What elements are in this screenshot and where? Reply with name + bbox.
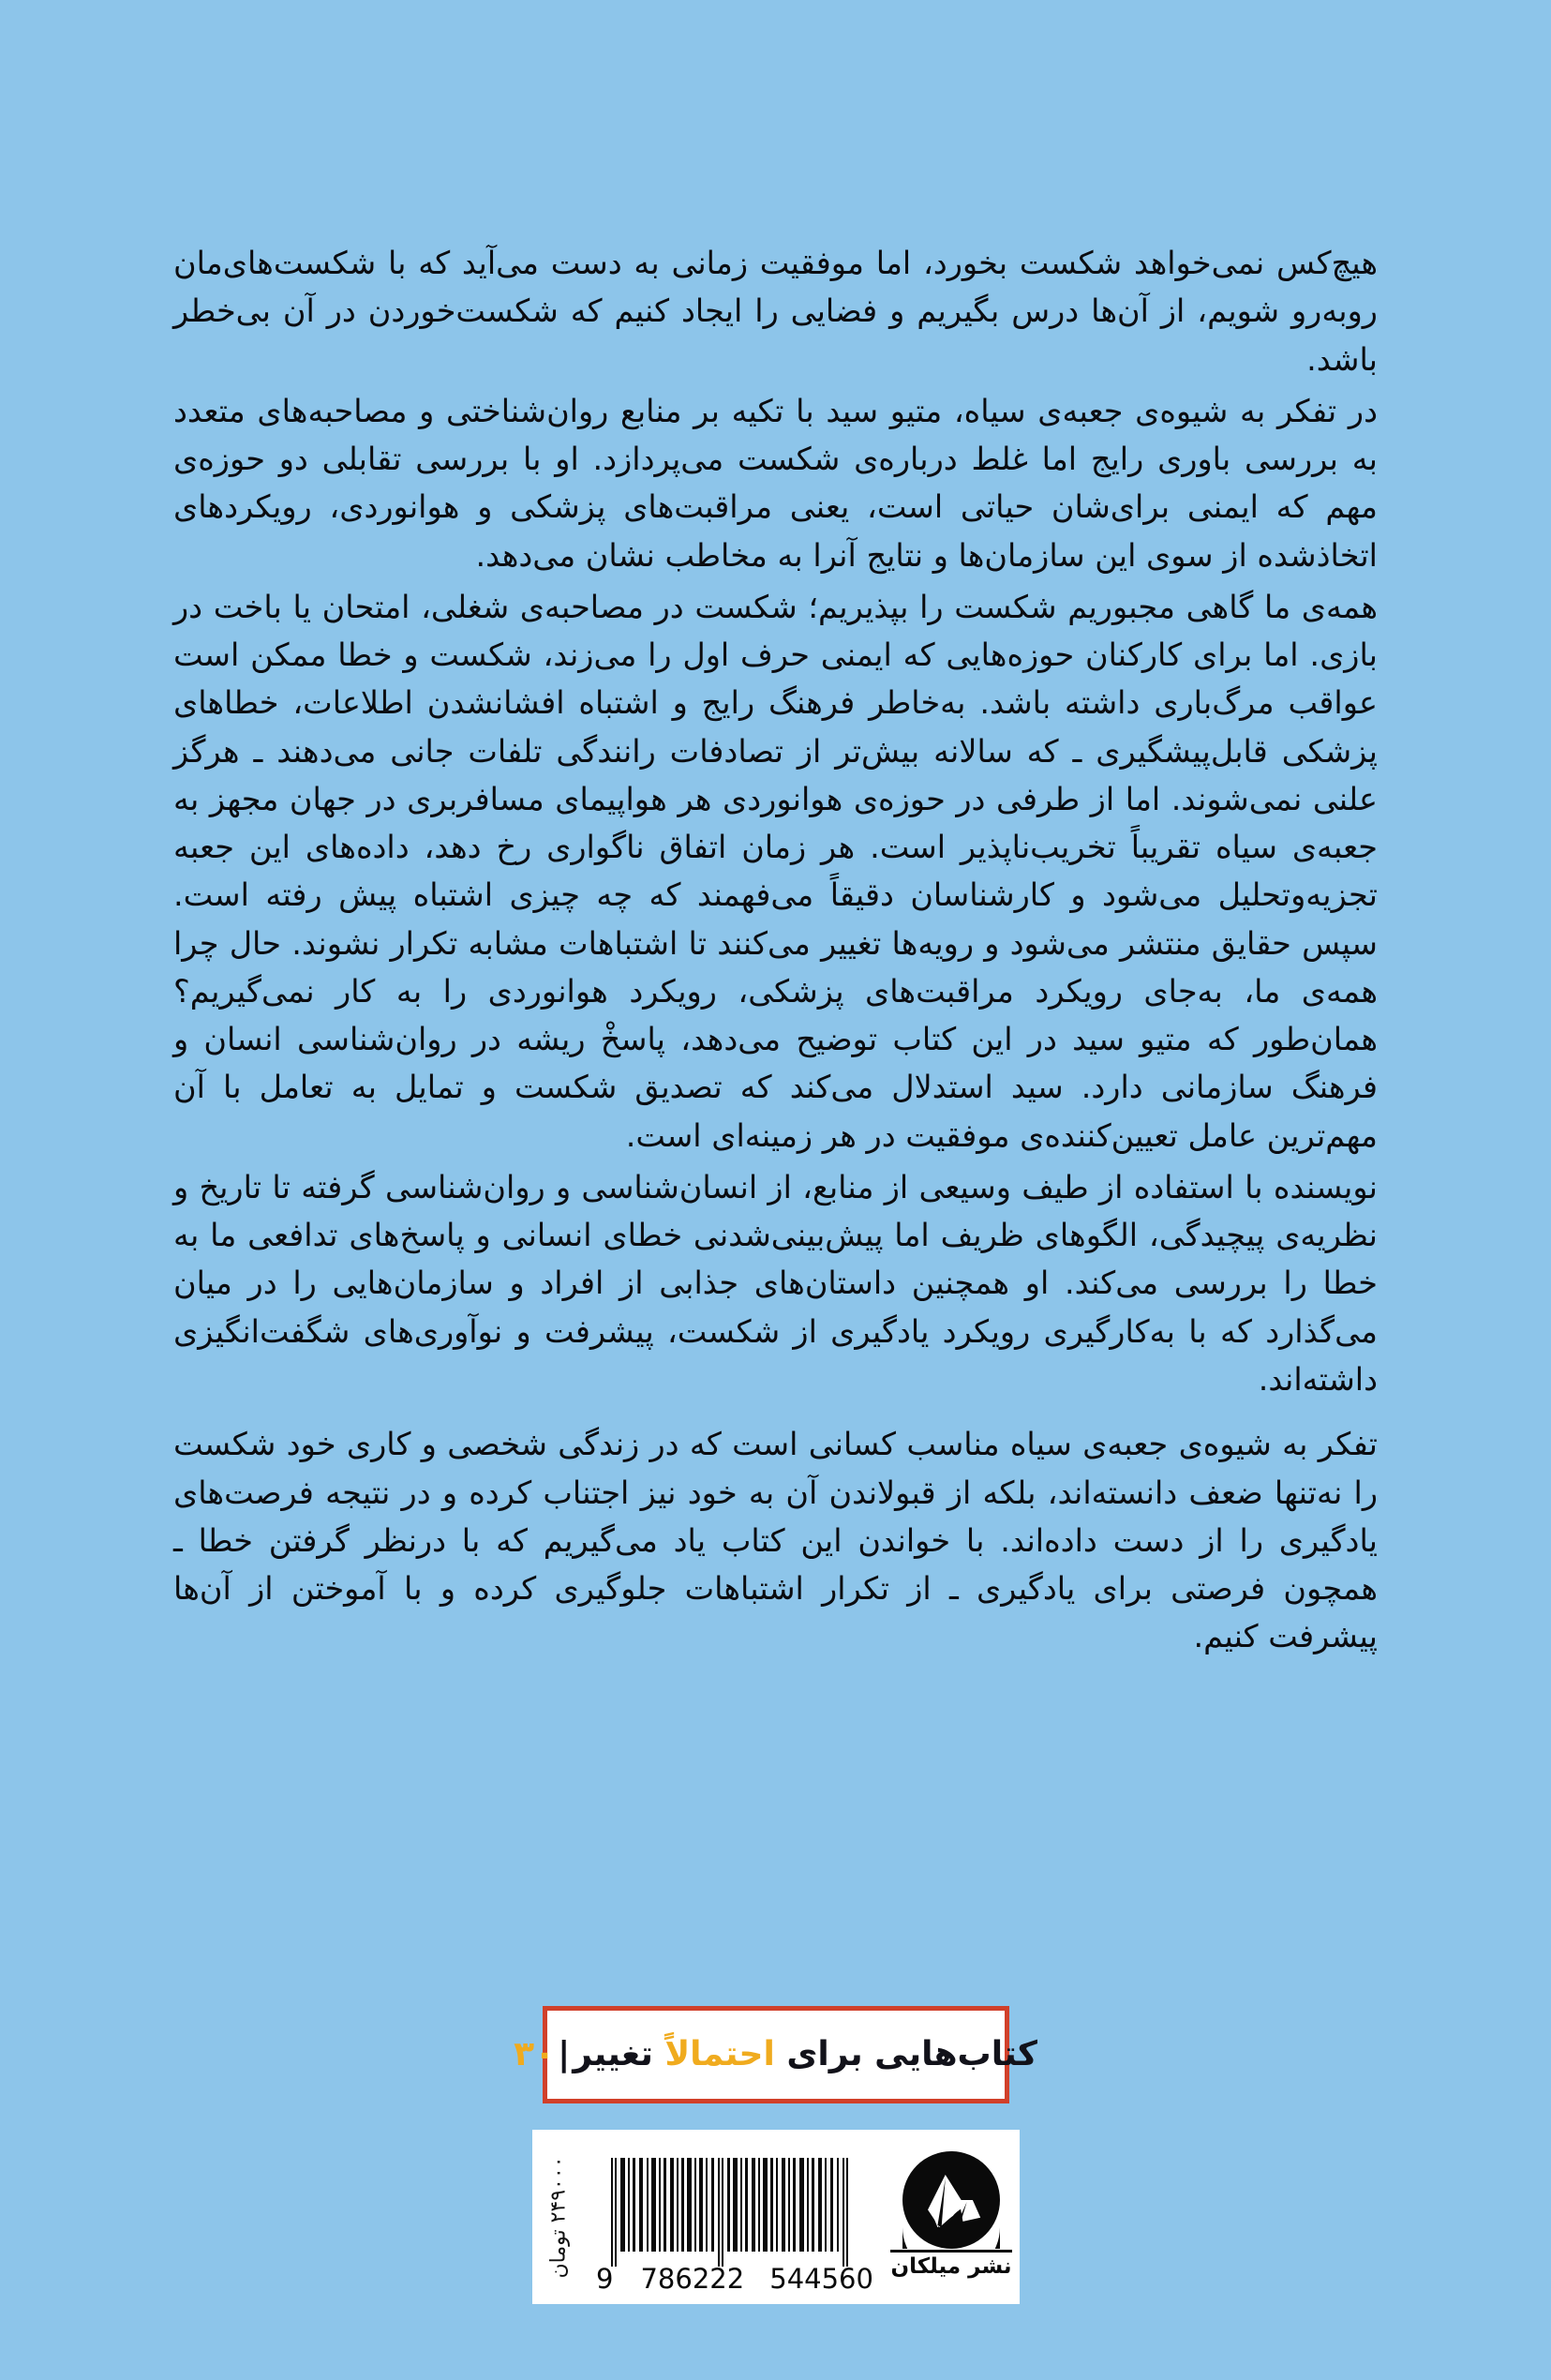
blurb-paragraph-1: هیچ‌کس نمی‌خواهد شکست بخورد، اما موفقیت زمانی به دست می‌آید که با شکست‌های‌مان روبه‌رو شویم، از آن‌ها درس بگیریم و فضایی را ایجاد کنیم که شکست‌خوردن در آن بی‌خطر باشد.: [173, 245, 1378, 378]
publisher-name: نشر میلکان: [890, 2250, 1011, 2279]
series-suffix: تغییر: [573, 2035, 665, 2073]
blurb-paragraph-4: نویسنده با استفاده از طیف وسیعی از منابع، از انسان‌شناسی و روان‌شناسی گرفته تا تاریخ و نظریه‌ی پیچیدگی، الگوهای ظریف اما پیش‌بینی‌شدنی خطای انسانی و پاسخ‌های تدافعی ما به خطا را بررسی می‌کند. او همچنین داستان‌های جذابی از افراد و سازمان‌هایی را در میان می‌گذارد که با به‌کارگیری رویکرد یادگیری از شکست، پیشرفت و نوآوری‌های شگفت‌انگیزی داشته‌اند.: [173, 1168, 1378, 1398]
barcode-group-left: 786222: [640, 2263, 745, 2295]
back-cover-blurb: [173, 239, 1378, 1665]
publisher-mountains-logo-icon: [902, 2151, 1000, 2249]
barcode-strip: [532, 2130, 1020, 2304]
barcode-area: [579, 2135, 891, 2298]
barcode-digits: [596, 2263, 873, 2295]
publisher-block: [890, 2135, 1011, 2298]
price-vertical: [540, 2135, 579, 2298]
series-prefix: کتاب‌هایی برای: [774, 2035, 1037, 2073]
blurb-paragraph-5: تفکر به شیوه‌ی جعبه‌ی سیاه مناسب کسانی است که در زندگی شخصی و کاری خود شکست را نه‌تنها ضعف دانسته‌اند، بلکه از قبولاندن آن به خود نیز اجتناب کرده و در نتیجه فرصت‌های یادگیری را از دست داده‌اند. با خواندن این کتاب یاد می‌گیریم که با درنظر گرفتن خطا ـ همچون فرصتی برای یادگیری ـ از تکرار اشتباهات جلوگیری کرده و با آموختن از آن‌ها پیشرفت کنیم.: [173, 1426, 1378, 1655]
barcode-lead-digit: 9: [595, 2263, 614, 2295]
price-label: ۲۴۹۰۰۰ تومان: [547, 2155, 571, 2279]
blurb-paragraph-2: در تفکر به شیوه‌ی جعبه‌ی سیاه، متیو سید با تکیه بر منابع روان‌شناختی و مصاحبه‌های متعدد به بررسی باوری رایج اما غلط درباره‌ی شکست می‌پردازد. او با بررسی تقابلی دو حوزه‌ی مهم که ایمنی برای‌شان حیاتی است، یعنی مراقبت‌های پزشکی و هوانوردی، رویکردهای اتخاذشده از سوی این سازمان‌ها و نتایج آنرا به مخاطب نشان می‌دهد.: [173, 392, 1378, 574]
series-accent-word: احتمالاً: [664, 2035, 775, 2073]
series-badge-text: [514, 2035, 1037, 2073]
blurb-paragraph-3: همه‌ی ما گاهی مجبوریم شکست را بپذیریم؛ شکست در مصاحبه‌ی شغلی، امتحان یا باخت در بازی. اما برای کارکنان حوزه‌هایی که ایمنی حرف اول را می‌زند، شکست و خطا ممکن است عواقب مرگ‌باری داشته باشد. به‌خاطر فرهنگ رایج و اشتباه افشانشدن اطلاعات، خطاهای پزشکی قابل‌پیشگیری ـ که سالانه بیش‌تر از تصادفات رانندگی تلفات جانی می‌دهند ـ هرگز علنی نمی‌شوند. اما از طرفی در حوزه‌ی هوانوردی هر هواپیمای مسافربری در جهان مجهز به جعبه‌ی سیاه تقریباً تخریب‌ناپذیر است. هر زمان اتفاق ناگواری رخ دهد، داده‌های این جعبه تجزیه‌وتحلیل می‌شود و کارشناسان دقیقاً می‌فهمند که چه چیزی اشتباه پیش رفته است. سپس حقایق منتشر می‌شود و رویه‌ها تغییر می‌کنند تا اشتباهات مشابه تکرار نشوند. حال چرا همه‌ی ما، به‌جای رویکرد مراقبت‌های پزشکی، رویکرد هوانوردی را به کار نمی‌گیریم؟ همان‌طور که متیو سید در این کتاب توضیح می‌دهد، پاسخْ ریشه در روان‌شناسی انسان و فرهنگ سازمانی دارد. سید استدلال می‌کند که تصدیق شکست و تمایل به تعامل با آن مهم‌ترین عامل تعیین‌کننده‌ی موفقیت در هر زمینه‌ای است.: [173, 588, 1378, 1154]
barcode-bars-icon: [609, 2158, 860, 2267]
barcode-group-right: 544560: [769, 2263, 873, 2295]
series-number: ۳۰: [514, 2035, 556, 2073]
series-badge: [514, 2006, 1037, 2103]
series-separator: |: [558, 2035, 571, 2073]
